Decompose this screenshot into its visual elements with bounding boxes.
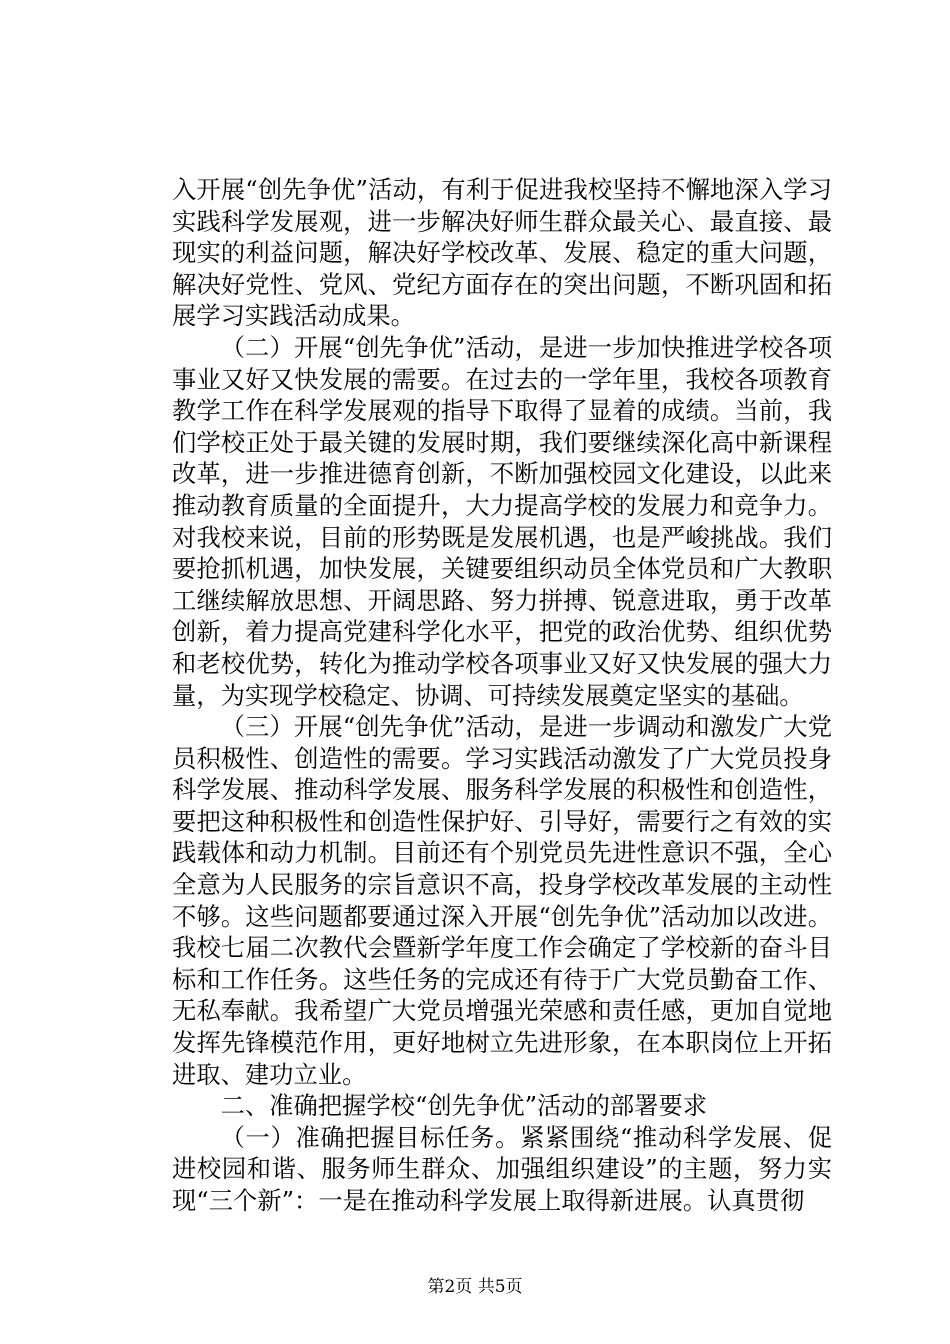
section-heading-2: 二、准确把握学校“创先争优”活动的部署要求 (220, 1091, 708, 1121)
paragraph-section-2: （二）开展“创先争优”活动，是进一步加快推进学校各项事业又好又快发展的需要。在过去的一学年里，我校各项教育教学工作在科学发展观的指导下取得了显着的成绩。当前，我们学校正处于最关键的发展时期，我们要继续深化高中新课程改革，进一步推进德育创新，不断加强校园文化建设，以此来推动教育质量的全面提升，大力提高学校的发展力和竞争力。对我校来说，目前的形势既是发展机遇，也是严峻挑战。我们要抢抓机遇，加快发展，关键要组织动员全体党员和广大教职工继续解放思想、开阔思路、努力拼搏、锐意进取，勇于改革创新，着力提高党建科学化水平，把党的政治优势、组织优势和老校优势，转化为推动学校各项事业又好又快发展的强大力量，为实现学校稳定、协调、可持续发展奠定坚实的基础。 (172, 332, 832, 710)
paragraph-subsection-1: （一）准确把握目标任务。紧紧围绕“推动科学发展、促进校园和谐、服务师生群众、加强组织建设”的主题，努力实现“三个新”：一是在推动科学发展上取得新进展。认真贯彻 (172, 1122, 832, 1215)
document-body (172, 174, 832, 1217)
paragraph-continued: 入开展“创先争优”活动，有利于促进我校坚持不懈地深入学习实践科学发展观，进一步解决好师生群众最关心、最直接、最现实的利益问题，解决好学校改革、发展、稳定的重大问题，解决好党性、党风、党纪方面存在的突出问题，不断巩固和拓展学习实践活动成果。 (172, 175, 832, 331)
page-number-footer: 第2页 共5页 (427, 1277, 523, 1297)
paragraph-section-3: （三）开展“创先争优”活动，是进一步调动和激发广大党员积极性、创造性的需要。学习实践活动激发了广大党员投身科学发展、推动科学发展、服务科学发展的积极性和创造性，要把这种积极性和创造性保护好、引导好，需要行之有效的实践载体和动力机制。目前还有个别党员先进性意识不强，全心全意为人民服务的宗旨意识不高，投身学校改革发展的主动性不够。这些问题都要通过深入开展“创先争优”活动加以改进。我校七届二次教代会暨新学年度工作会确定了学校新的奋斗目标和工作任务。这些任务的完成还有待于广大党员勤奋工作、无私奉献。我希望广大党员增强光荣感和责任感，更加自觉地发挥先锋模范作用，更好地树立先进形象，在本职岗位上开拓进取、建功立业。 (172, 712, 832, 1089)
